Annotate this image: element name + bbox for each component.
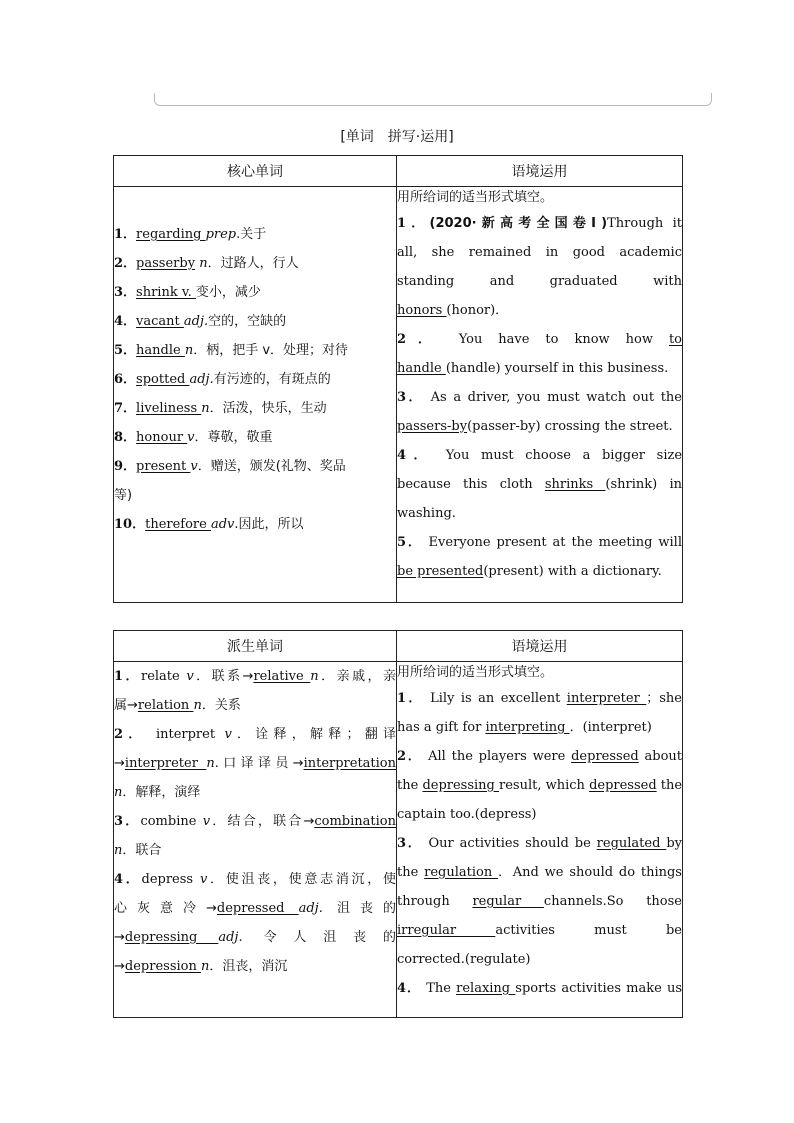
- core-words-table: [113, 155, 683, 603]
- list-item: 1．relate v．联系→relative n．亲戚，亲 属→relation n．关系: [114, 669, 396, 713]
- instruction: 用所给词的适当形式填空。: [397, 665, 554, 680]
- list-item: 7．liveliness n．活泼，快乐，生动: [114, 401, 327, 416]
- question-4: 4． The relaxing sports activities make us: [397, 981, 683, 996]
- table-header-row: [114, 631, 683, 662]
- question-1: 1．(2020·新高考全国卷Ⅰ)Through it all, she remained in good academic standing and graduated with honors (honor)．: [397, 216, 683, 318]
- list-item: 1．regarding prep.关于: [114, 227, 267, 242]
- header-context-usage: 语境运用: [397, 631, 683, 662]
- list-item: 10．therefore adv.因此，所以: [114, 517, 304, 532]
- derived-words-list: [114, 662, 397, 1018]
- list-item: 4．vacant adj.空的，空缺的: [114, 314, 287, 329]
- header-core-words: 核心单词: [114, 156, 397, 187]
- question-5: 5． Everyone present at the meeting will be presented(present) with a dictionary.: [397, 535, 682, 579]
- question-3: 3． As a driver, you must watch out the passers-by(passer-by) crossing the street.: [397, 390, 683, 434]
- core-words-list: [114, 187, 397, 603]
- header-derived-words: 派生单词: [114, 631, 397, 662]
- list-item-continuation: 等): [114, 488, 133, 503]
- question-2: 2． You have to know how to handle (handle) yourself in this business.: [397, 332, 682, 376]
- list-item: 4．depress v．使沮丧，使意志消沉，使 心灰意冷→depressed adj. 沮丧的 →depressing adj. 令人沮丧的 →depression n．沮丧，消沉: [114, 872, 396, 974]
- context-usage-cell: [397, 662, 683, 1018]
- question-3: 3． Our activities should be regulated by the regulation ．And we should do things through regular channels.So those irregular activities must be corrected.(regulate): [397, 836, 682, 967]
- question-1: 1． Lily is an excellent interpreter ；she has a gift for interpreting ．(interpret): [397, 691, 683, 735]
- question-2: 2． All the players were depressed about the depressing result, which depressed the captain too.(depress): [397, 749, 683, 822]
- context-usage-cell: [397, 187, 683, 603]
- list-item: 2．passerby n．过路人，行人: [114, 256, 299, 271]
- list-item: 3．combine v．结合，联合→combination n．联合: [114, 814, 396, 858]
- header-context-usage: 语境运用: [397, 156, 683, 187]
- table-header-row: [114, 156, 683, 187]
- instruction: 用所给词的适当形式填空。: [397, 190, 554, 205]
- list-item: 2． interpret v．诠释，解释；翻译 →interpreter n.口译译员→interpretation n．解释，演绎: [114, 727, 397, 800]
- list-item: 3．shrink v. 变小，减少: [114, 285, 261, 300]
- section-title: [单词 拼写·运用]: [340, 129, 454, 145]
- derived-words-table: [113, 630, 683, 1018]
- question-4: 4． You must choose a bigger size because this cloth shrinks (shrink) in washing.: [397, 448, 683, 521]
- list-item: 6．spotted adj.有污迹的，有斑点的: [114, 372, 331, 387]
- list-item: 9．present v．赠送，颁发(礼物、奖品: [114, 459, 346, 474]
- list-item: 8．honour v．尊敬，敬重: [114, 430, 273, 445]
- page-top-border: [154, 93, 712, 106]
- list-item: 5．handle n．柄，把手 v．处理；对待: [114, 343, 349, 358]
